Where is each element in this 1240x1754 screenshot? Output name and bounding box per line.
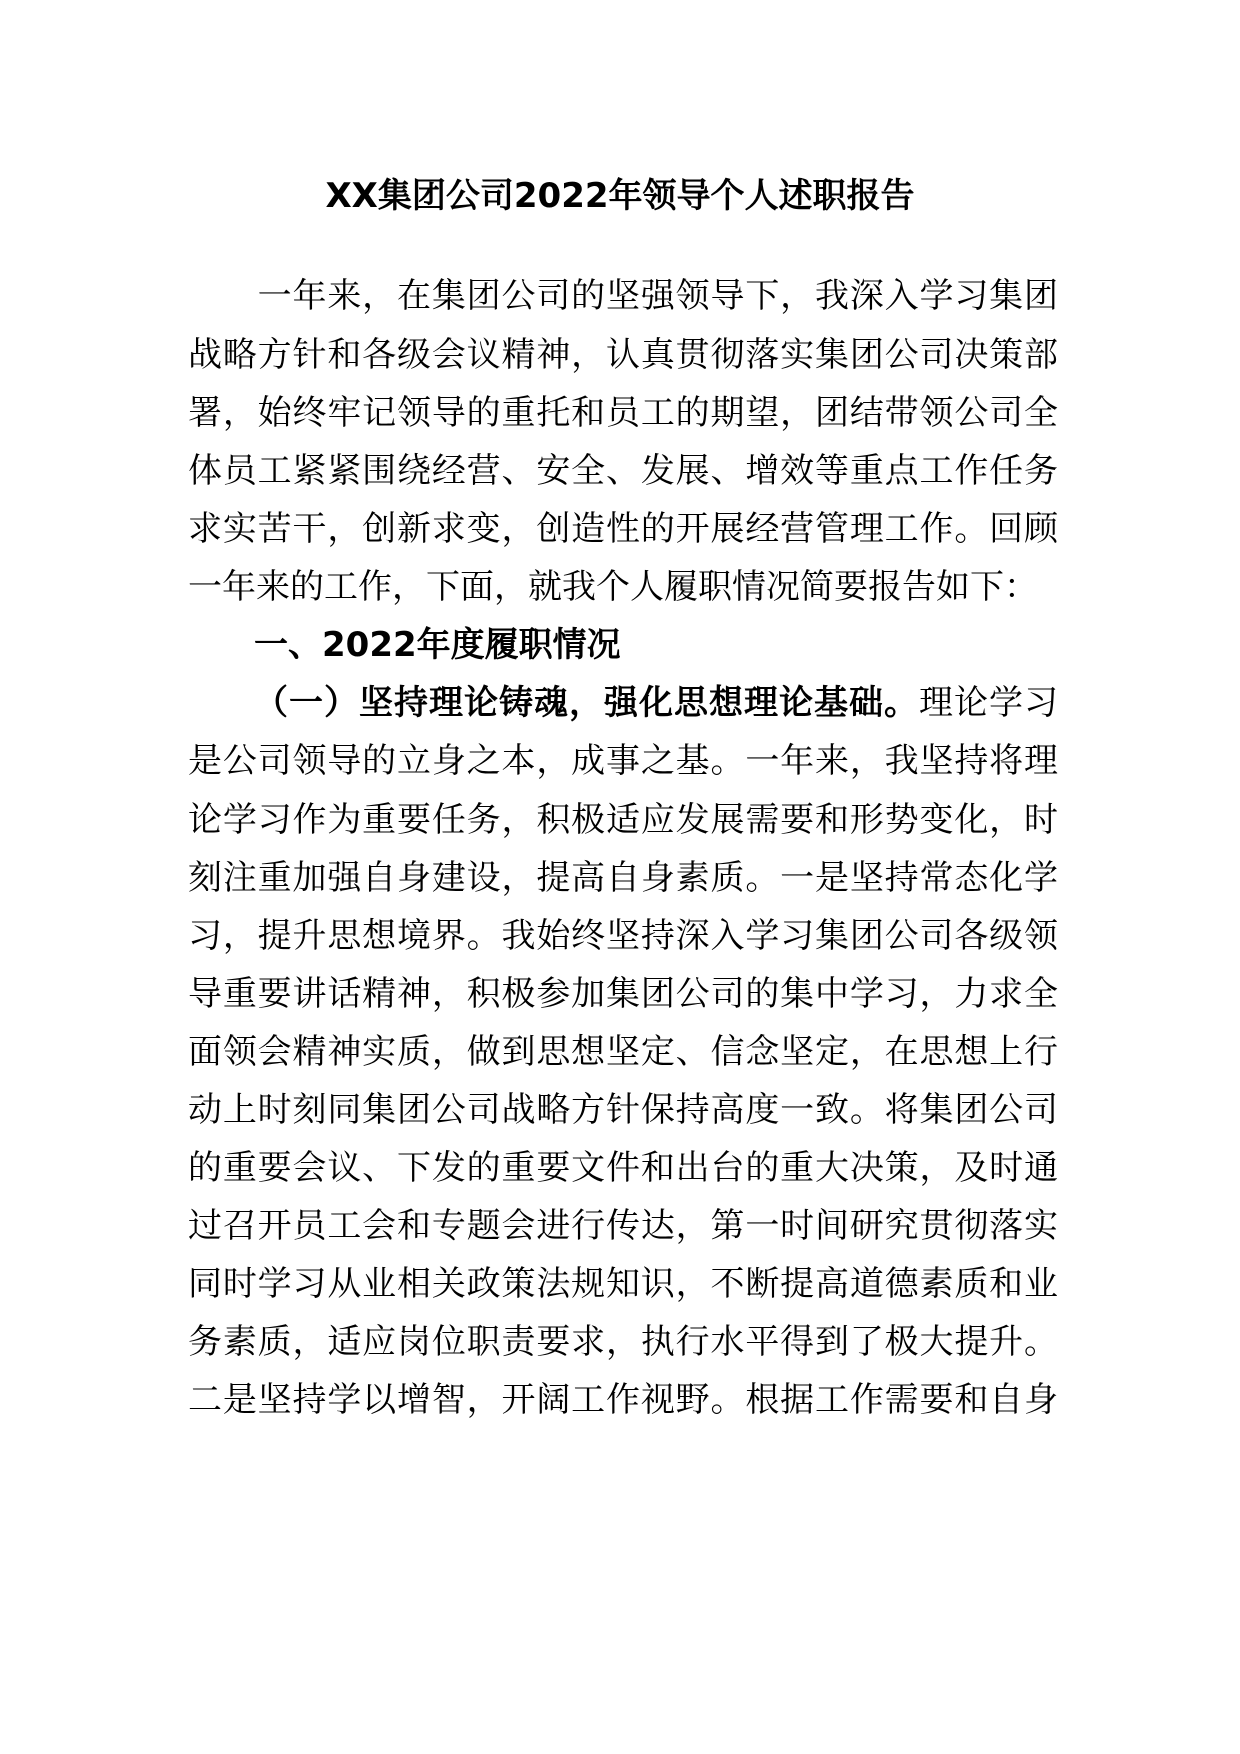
body-line: 是公司领导的立身之本，成事之基。一年来，我坚持将理 <box>188 741 1058 781</box>
document-title: XX集团公司2022年领导个人述职报告 <box>325 176 915 216</box>
body-line: 务素质，适应岗位职责要求，执行水平得到了极大提升。 <box>188 1322 1058 1362</box>
section-heading: 一、2022年度履职情况 <box>254 625 621 665</box>
body-line: 动上时刻同集团公司战略方针保持高度一致。将集团公司 <box>188 1090 1058 1130</box>
body-line: 过召开员工会和专题会进行传达，第一时间研究贯彻落实 <box>188 1206 1058 1246</box>
intro-line: 一年来，在集团公司的坚强领导下，我深入学习集团 <box>188 276 1058 316</box>
intro-line: 一年来的工作，下面，就我个人履职情况简要报告如下： <box>188 567 1038 607</box>
body-line: 二是坚持学以增智，开阔工作视野。根据工作需要和自身 <box>188 1380 1058 1420</box>
body-line: 论学习作为重要任务，积极适应发展需要和形势变化，时 <box>188 800 1058 840</box>
intro-line: 战略方针和各级会议精神，认真贯彻落实集团公司决策部 <box>188 335 1058 375</box>
body-line: 面领会精神实质，做到思想坚定、信念坚定，在思想上行 <box>188 1032 1058 1072</box>
subsection-text: 理论学习 <box>919 683 1058 723</box>
body-line: 习，提升思想境界。我始终坚持深入学习集团公司各级领 <box>188 916 1058 956</box>
body-line: 同时学习从业相关政策法规知识，不断提高道德素质和业 <box>188 1264 1058 1304</box>
body-line: 的重要会议、下发的重要文件和出台的重大决策，及时通 <box>188 1148 1058 1188</box>
body-line: 导重要讲话精神，积极参加集团公司的集中学习，力求全 <box>188 974 1058 1014</box>
subsection-heading: （一）坚持理论铸魂，强化思想理论基础。 <box>254 683 919 723</box>
intro-line: 求实苦干，创新求变，创造性的开展经营管理工作。回顾 <box>188 509 1058 549</box>
intro-line: 体员工紧紧围绕经营、安全、发展、增效等重点工作任务 <box>188 451 1058 491</box>
intro-line: 署，始终牢记领导的重托和员工的期望，团结带领公司全 <box>188 393 1058 433</box>
body-line: 刻注重加强自身建设，提高自身素质。一是坚持常态化学 <box>188 858 1058 898</box>
subsection-first-line <box>254 679 1058 727</box>
